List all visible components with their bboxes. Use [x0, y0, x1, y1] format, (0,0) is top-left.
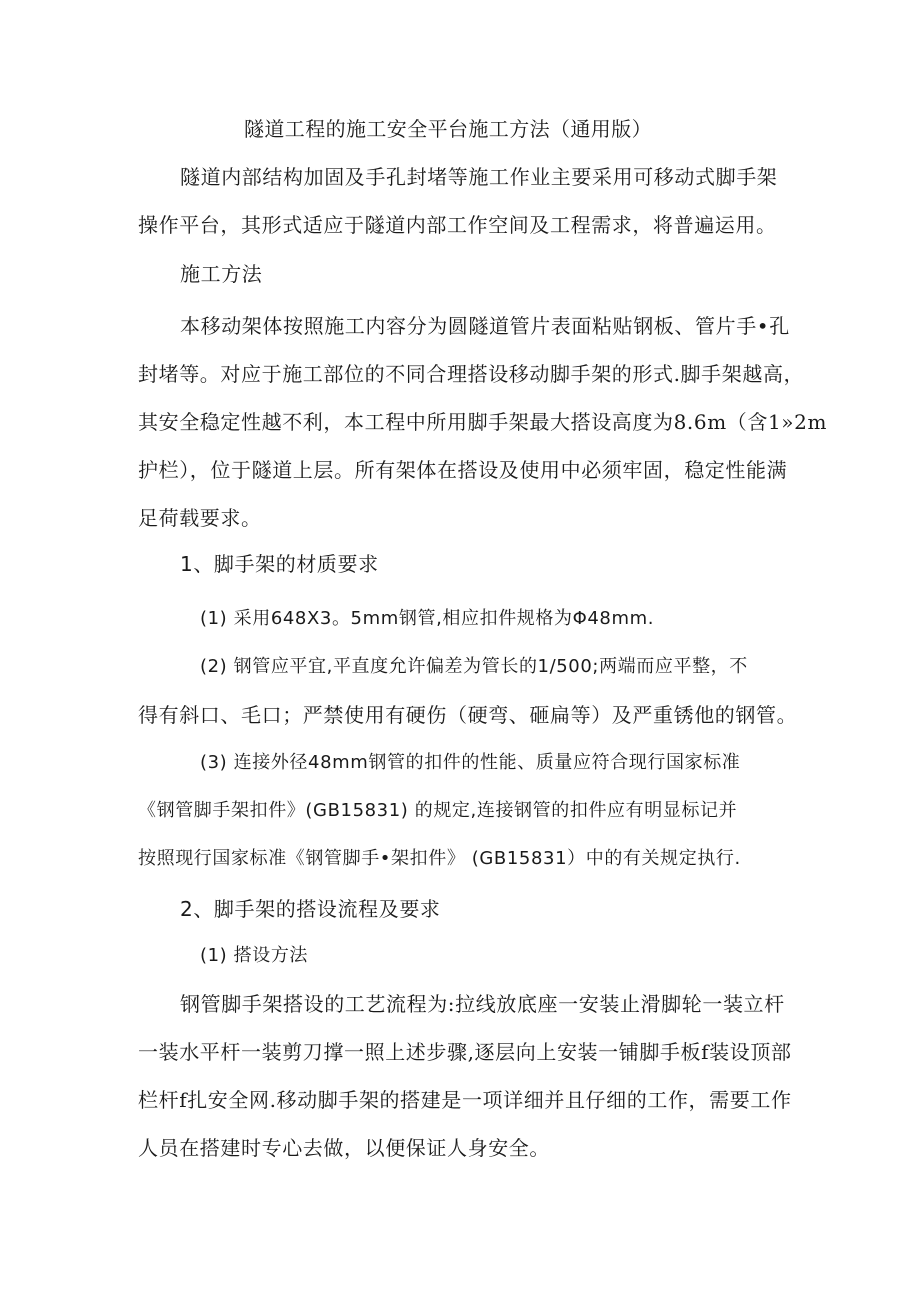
material-item-3-line-3: 按照现行国家标准《钢管脚手•架扣件》 (GB15831）中的有关规定执行. [138, 848, 741, 869]
material-item-3-line-1: (3) 连接外径48mm钢管的扣件的性能、质量应符合现行国家标准 [200, 752, 741, 773]
overview-line-3: 其安全稳定性越不利，本工程中所用脚手架最大搭设高度为8.6m（含1»2m [138, 410, 828, 434]
overview-line-2: 封堵等。对应于施工部位的不同合理搭设移动脚手架的形式.脚手架越高， [138, 362, 805, 386]
process-item-1: (1) 搭设方法 [200, 945, 309, 966]
material-heading: 1、脚手架的材质要求 [180, 552, 379, 576]
material-item-3-line-2: 《钢管脚手架扣件》(GB15831) 的规定,连接钢管的扣件应有明显标记并 [138, 800, 738, 821]
document-title: 隧道工程的施工安全平台施工方法（通用版） [244, 117, 652, 141]
process-text-line-4: 人员在搭建时专心去做，以便保证人身安全。 [138, 1136, 550, 1160]
overview-line-4: 护栏），位于隧道上层。所有架体在搭设及使用中必须牢固，稳定性能满 [138, 458, 788, 482]
process-text-line-1: 钢管脚手架搭设的工艺流程为:拉线放底座一安装止滑脚轮一装立杆 [180, 992, 785, 1016]
overview-line-1: 本移动架体按照施工内容分为圆隧道管片表面粘贴钢板、管片手•孔 [180, 314, 790, 338]
material-item-2-line-1: (2) 钢管应平宜,平直度允许偏差为管长的1/500;两端而应平整，不 [200, 656, 748, 677]
process-text-line-2: 一装水平杆一装剪刀撑一照上述步骤,逐层向上安装一铺脚手板f装设顶部 [138, 1040, 792, 1064]
material-item-1: (1) 采用648X3。5mm钢管,相应扣件规格为Φ48mm. [200, 608, 655, 629]
overview-line-5: 足荷载要求。 [138, 506, 262, 530]
material-item-2-line-2: 得有斜口、毛口；严禁使用有硬伤（硬弯、砸扁等）及严重锈他的钢管。 [138, 703, 798, 727]
intro-line-1: 隧道内部结构加固及手孔封堵等施工作业主要采用可移动式脚手架 [180, 165, 778, 189]
process-heading: 2、脚手架的搭设流程及要求 [180, 897, 441, 921]
intro-line-2: 操作平台，其形式适应于隧道内部工作空间及工程需求，将普遍运用。 [138, 213, 777, 237]
section-heading: 施工方法 [180, 262, 263, 286]
process-text-line-3: 栏杆f扎安全网.移动脚手架的搭建是一项详细并且仔细的工作，需要工作 [138, 1088, 792, 1112]
